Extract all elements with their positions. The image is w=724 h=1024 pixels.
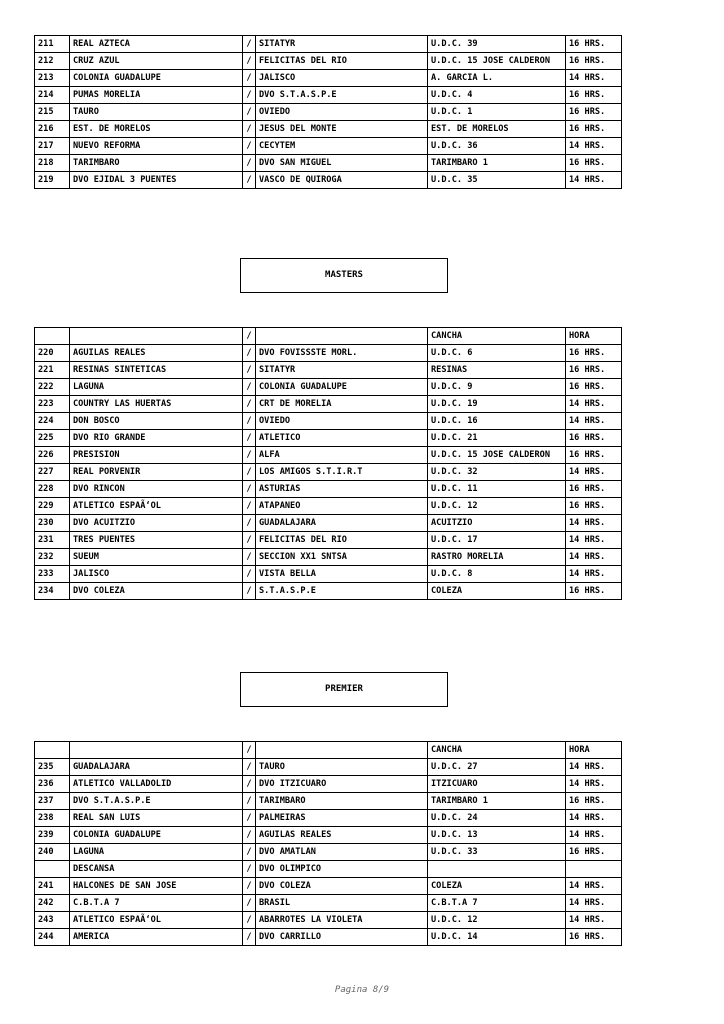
away-team-cell: DVO OLIMPICO (256, 861, 428, 878)
match-number-cell: 226 (35, 447, 70, 464)
home-team-cell: AMERICA (70, 929, 243, 946)
away-team-cell: JALISCO (256, 70, 428, 87)
away-team-cell: VASCO DE QUIROGA (256, 172, 428, 189)
field-cell: ACUITZIO (428, 515, 566, 532)
away-team-cell: ATLETICO (256, 430, 428, 447)
home-team-cell: DON BOSCO (70, 413, 243, 430)
time-cell: 14 HRS. (566, 810, 622, 827)
time-cell: 14 HRS. (566, 776, 622, 793)
table-row (35, 138, 622, 155)
home-team-cell: LAGUNA (70, 844, 243, 861)
table-row (35, 878, 622, 895)
field-cell: U.D.C. 17 (428, 532, 566, 549)
match-number-cell: 224 (35, 413, 70, 430)
match-number-cell: 212 (35, 53, 70, 70)
time-cell: 14 HRS. (566, 827, 622, 844)
field-cell: TARIMBARO 1 (428, 155, 566, 172)
away-team-cell: LOS AMIGOS S.T.I.R.T (256, 464, 428, 481)
home-team-cell: PUMAS MORELIA (70, 87, 243, 104)
away-team-cell: ALFA (256, 447, 428, 464)
home-team-cell: COLONIA GUADALUPE (70, 827, 243, 844)
away-team-cell: SECCION XX1 SNTSA (256, 549, 428, 566)
separator-cell: / (243, 379, 256, 396)
separator-cell: / (243, 498, 256, 515)
home-team-cell: ATLETICO ESPAÃ‘OL (70, 498, 243, 515)
time-cell: 14 HRS. (566, 912, 622, 929)
separator-cell: / (243, 172, 256, 189)
match-number-cell: 232 (35, 549, 70, 566)
time-cell: 16 HRS. (566, 430, 622, 447)
home-team-cell: REAL AZTECA (70, 36, 243, 53)
away-team-cell: AGUILAS REALES (256, 827, 428, 844)
time-cell: 14 HRS. (566, 413, 622, 430)
away-team-cell: CRT DE MORELIA (256, 396, 428, 413)
field-cell: U.D.C. 9 (428, 379, 566, 396)
match-number-cell: 240 (35, 844, 70, 861)
away-team-cell: VISTA BELLA (256, 566, 428, 583)
home-team-cell: REAL SAN LUIS (70, 810, 243, 827)
match-number-cell: 217 (35, 138, 70, 155)
away-team-cell: BRASIL (256, 895, 428, 912)
time-cell: 14 HRS. (566, 464, 622, 481)
away-team-cell: JESUS DEL MONTE (256, 121, 428, 138)
separator-cell: / (243, 793, 256, 810)
table-row (35, 87, 622, 104)
table-row (35, 498, 622, 515)
match-number-cell: 211 (35, 36, 70, 53)
header-sep-cell: / (243, 742, 256, 759)
home-team-cell: JALISCO (70, 566, 243, 583)
field-cell: COLEZA (428, 878, 566, 895)
home-team-cell: DVO EJIDAL 3 PUENTES (70, 172, 243, 189)
table-row (35, 532, 622, 549)
match-number-cell: 228 (35, 481, 70, 498)
home-team-cell: DVO RIO GRANDE (70, 430, 243, 447)
field-cell: U.D.C. 14 (428, 929, 566, 946)
field-cell: U.D.C. 36 (428, 138, 566, 155)
page-number: Pagina 8/9 (334, 985, 390, 995)
field-cell: RASTRO MORELIA (428, 549, 566, 566)
match-number-cell (35, 861, 70, 878)
field-cell: U.D.C. 19 (428, 396, 566, 413)
home-team-cell: SUEUM (70, 549, 243, 566)
table-row (35, 759, 622, 776)
field-cell: U.D.C. 6 (428, 345, 566, 362)
match-number-cell: 235 (35, 759, 70, 776)
away-team-cell: COLONIA GUADALUPE (256, 379, 428, 396)
field-cell: U.D.C. 32 (428, 464, 566, 481)
match-number-cell: 243 (35, 912, 70, 929)
separator-cell: / (243, 53, 256, 70)
match-number-cell: 233 (35, 566, 70, 583)
time-cell: 14 HRS. (566, 532, 622, 549)
field-cell: U.D.C. 11 (428, 481, 566, 498)
table-row (35, 70, 622, 87)
match-number-cell: 214 (35, 87, 70, 104)
separator-cell: / (243, 549, 256, 566)
field-cell: U.D.C. 27 (428, 759, 566, 776)
separator-cell: / (243, 929, 256, 946)
field-cell: U.D.C. 24 (428, 810, 566, 827)
field-cell: U.D.C. 39 (428, 36, 566, 53)
separator-cell: / (243, 532, 256, 549)
separator-cell: / (243, 362, 256, 379)
table-row (35, 172, 622, 189)
home-team-cell: ATLETICO ESPAÃ‘OL (70, 912, 243, 929)
home-team-cell: DVO ACUITZIO (70, 515, 243, 532)
field-cell: U.D.C. 15 JOSE CALDERON (428, 447, 566, 464)
time-cell: 14 HRS. (566, 878, 622, 895)
time-cell: 14 HRS. (566, 515, 622, 532)
table-row (35, 430, 622, 447)
match-number-cell: 239 (35, 827, 70, 844)
match-number-cell: 218 (35, 155, 70, 172)
away-team-cell: ATAPANEO (256, 498, 428, 515)
match-number-cell: 225 (35, 430, 70, 447)
table-row (35, 515, 622, 532)
separator-cell: / (243, 430, 256, 447)
home-team-cell: HALCONES DE SAN JOSE (70, 878, 243, 895)
home-team-cell: GUADALAJARA (70, 759, 243, 776)
away-team-cell: TAURO (256, 759, 428, 776)
home-team-cell: AGUILAS REALES (70, 345, 243, 362)
separator-cell: / (243, 776, 256, 793)
field-cell: C.B.T.A 7 (428, 895, 566, 912)
table-row (35, 481, 622, 498)
schedule-table-masters-body (35, 328, 622, 600)
table-row (35, 345, 622, 362)
time-cell: 16 HRS. (566, 155, 622, 172)
time-cell: 16 HRS. (566, 104, 622, 121)
separator-cell: / (243, 464, 256, 481)
table-row (35, 912, 622, 929)
table-row (35, 776, 622, 793)
table-row (35, 583, 622, 600)
time-cell: 16 HRS. (566, 379, 622, 396)
away-team-cell: SITATYR (256, 36, 428, 53)
time-cell: 14 HRS. (566, 138, 622, 155)
field-cell: A. GARCIA L. (428, 70, 566, 87)
separator-cell: / (243, 36, 256, 53)
separator-cell: / (243, 861, 256, 878)
time-cell: 16 HRS. (566, 36, 622, 53)
away-team-cell: OVIEDO (256, 413, 428, 430)
home-team-cell: DVO COLEZA (70, 583, 243, 600)
time-cell: 16 HRS. (566, 53, 622, 70)
separator-cell: / (243, 345, 256, 362)
table-header-row (35, 742, 622, 759)
header-home-cell (70, 742, 243, 759)
home-team-cell: ATLETICO VALLADOLID (70, 776, 243, 793)
schedule-table-masters (34, 327, 622, 600)
header-hora-cell: HORA (566, 742, 622, 759)
schedule-table-1 (34, 35, 622, 189)
away-team-cell: TARIMBARO (256, 793, 428, 810)
match-number-cell: 230 (35, 515, 70, 532)
header-num-cell (35, 742, 70, 759)
match-number-cell: 244 (35, 929, 70, 946)
table-row (35, 566, 622, 583)
table-row (35, 447, 622, 464)
away-team-cell: OVIEDO (256, 104, 428, 121)
time-cell: 16 HRS. (566, 929, 622, 946)
separator-cell: / (243, 447, 256, 464)
table-row (35, 929, 622, 946)
time-cell: 16 HRS. (566, 345, 622, 362)
field-cell: U.D.C. 35 (428, 172, 566, 189)
separator-cell: / (243, 895, 256, 912)
separator-cell: / (243, 566, 256, 583)
section-title-masters: MASTERS (240, 258, 448, 293)
time-cell: 16 HRS. (566, 362, 622, 379)
time-cell: 16 HRS. (566, 447, 622, 464)
field-cell: ITZICUARO (428, 776, 566, 793)
match-number-cell: 234 (35, 583, 70, 600)
table-row (35, 827, 622, 844)
field-cell: TARIMBARO 1 (428, 793, 566, 810)
section-title-premier: PREMIER (240, 672, 448, 707)
away-team-cell: DVO FOVISSSTE MORL. (256, 345, 428, 362)
field-cell: U.D.C. 4 (428, 87, 566, 104)
header-home-cell (70, 328, 243, 345)
away-team-cell: DVO AMATLAN (256, 844, 428, 861)
away-team-cell: DVO SAN MIGUEL (256, 155, 428, 172)
match-number-cell: 227 (35, 464, 70, 481)
separator-cell: / (243, 413, 256, 430)
separator-cell: / (243, 70, 256, 87)
separator-cell: / (243, 104, 256, 121)
away-team-cell: ABARROTES LA VIOLETA (256, 912, 428, 929)
separator-cell: / (243, 155, 256, 172)
match-number-cell: 223 (35, 396, 70, 413)
field-cell: EST. DE MORELOS (428, 121, 566, 138)
separator-cell: / (243, 138, 256, 155)
header-num-cell (35, 328, 70, 345)
match-number-cell: 220 (35, 345, 70, 362)
away-team-cell: CECYTEM (256, 138, 428, 155)
home-team-cell: NUEVO REFORMA (70, 138, 243, 155)
table-row (35, 793, 622, 810)
separator-cell: / (243, 759, 256, 776)
away-team-cell: GUADALAJARA (256, 515, 428, 532)
match-number-cell: 215 (35, 104, 70, 121)
table-row (35, 121, 622, 138)
time-cell: 14 HRS. (566, 566, 622, 583)
match-number-cell: 222 (35, 379, 70, 396)
table-row (35, 155, 622, 172)
time-cell: 14 HRS. (566, 70, 622, 87)
home-team-cell: TARIMBARO (70, 155, 243, 172)
time-cell: 16 HRS. (566, 498, 622, 515)
table-header-row (35, 328, 622, 345)
separator-cell: / (243, 844, 256, 861)
away-team-cell: S.T.A.S.P.E (256, 583, 428, 600)
match-number-cell: 237 (35, 793, 70, 810)
match-number-cell: 221 (35, 362, 70, 379)
home-team-cell: C.B.T.A 7 (70, 895, 243, 912)
header-sep-cell: / (243, 328, 256, 345)
home-team-cell: CRUZ AZUL (70, 53, 243, 70)
separator-cell: / (243, 396, 256, 413)
home-team-cell: TRES PUENTES (70, 532, 243, 549)
time-cell: 16 HRS. (566, 87, 622, 104)
away-team-cell: DVO CARRILLO (256, 929, 428, 946)
home-team-cell: LAGUNA (70, 379, 243, 396)
home-team-cell: EST. DE MORELOS (70, 121, 243, 138)
table-row (35, 53, 622, 70)
table-row (35, 104, 622, 121)
separator-cell: / (243, 87, 256, 104)
home-team-cell: COUNTRY LAS HUERTAS (70, 396, 243, 413)
table-row (35, 861, 622, 878)
time-cell: 16 HRS. (566, 793, 622, 810)
away-team-cell: SITATYR (256, 362, 428, 379)
separator-cell: / (243, 810, 256, 827)
away-team-cell: DVO COLEZA (256, 878, 428, 895)
field-cell: RESINAS (428, 362, 566, 379)
separator-cell: / (243, 827, 256, 844)
header-cancha-cell: CANCHA (428, 328, 566, 345)
schedule-table-1-body (35, 36, 622, 189)
field-cell: COLEZA (428, 583, 566, 600)
field-cell: U.D.C. 33 (428, 844, 566, 861)
home-team-cell: DVO RINCON (70, 481, 243, 498)
time-cell: 16 HRS. (566, 121, 622, 138)
field-cell: U.D.C. 15 JOSE CALDERON (428, 53, 566, 70)
header-hora-cell: HORA (566, 328, 622, 345)
match-number-cell: 216 (35, 121, 70, 138)
table-row (35, 413, 622, 430)
away-team-cell: ASTURIAS (256, 481, 428, 498)
separator-cell: / (243, 878, 256, 895)
home-team-cell: DVO S.T.A.S.P.E (70, 793, 243, 810)
time-cell (566, 861, 622, 878)
table-row (35, 844, 622, 861)
table-row (35, 379, 622, 396)
match-number-cell: 238 (35, 810, 70, 827)
match-number-cell: 241 (35, 878, 70, 895)
field-cell: U.D.C. 16 (428, 413, 566, 430)
separator-cell: / (243, 481, 256, 498)
home-team-cell: TAURO (70, 104, 243, 121)
match-number-cell: 231 (35, 532, 70, 549)
time-cell: 16 HRS. (566, 481, 622, 498)
table-row (35, 895, 622, 912)
time-cell: 14 HRS. (566, 549, 622, 566)
table-row (35, 396, 622, 413)
separator-cell: / (243, 912, 256, 929)
home-team-cell: DESCANSA (70, 861, 243, 878)
header-away-cell (256, 742, 428, 759)
match-number-cell: 236 (35, 776, 70, 793)
home-team-cell: RESINAS SINTETICAS (70, 362, 243, 379)
table-row (35, 549, 622, 566)
table-row (35, 362, 622, 379)
home-team-cell: PRESISION (70, 447, 243, 464)
time-cell: 16 HRS. (566, 583, 622, 600)
away-team-cell: FELICITAS DEL RIO (256, 532, 428, 549)
time-cell: 14 HRS. (566, 396, 622, 413)
away-team-cell: DVO S.T.A.S.P.E (256, 87, 428, 104)
header-cancha-cell: CANCHA (428, 742, 566, 759)
time-cell: 14 HRS. (566, 895, 622, 912)
match-number-cell: 219 (35, 172, 70, 189)
match-number-cell: 213 (35, 70, 70, 87)
table-row (35, 810, 622, 827)
match-number-cell: 242 (35, 895, 70, 912)
field-cell: U.D.C. 21 (428, 430, 566, 447)
table-row (35, 36, 622, 53)
schedule-table-premier (34, 741, 622, 946)
field-cell: U.D.C. 13 (428, 827, 566, 844)
field-cell: U.D.C. 12 (428, 912, 566, 929)
field-cell: U.D.C. 1 (428, 104, 566, 121)
field-cell (428, 861, 566, 878)
field-cell: U.D.C. 12 (428, 498, 566, 515)
home-team-cell: COLONIA GUADALUPE (70, 70, 243, 87)
away-team-cell: PALMEIRAS (256, 810, 428, 827)
separator-cell: / (243, 515, 256, 532)
separator-cell: / (243, 583, 256, 600)
match-number-cell: 229 (35, 498, 70, 515)
home-team-cell: REAL PORVENIR (70, 464, 243, 481)
header-away-cell (256, 328, 428, 345)
table-row (35, 464, 622, 481)
away-team-cell: DVO ITZICUARO (256, 776, 428, 793)
field-cell: U.D.C. 8 (428, 566, 566, 583)
time-cell: 14 HRS. (566, 172, 622, 189)
away-team-cell: FELICITAS DEL RIO (256, 53, 428, 70)
time-cell: 14 HRS. (566, 759, 622, 776)
schedule-table-premier-body (35, 742, 622, 946)
time-cell: 16 HRS. (566, 844, 622, 861)
separator-cell: / (243, 121, 256, 138)
